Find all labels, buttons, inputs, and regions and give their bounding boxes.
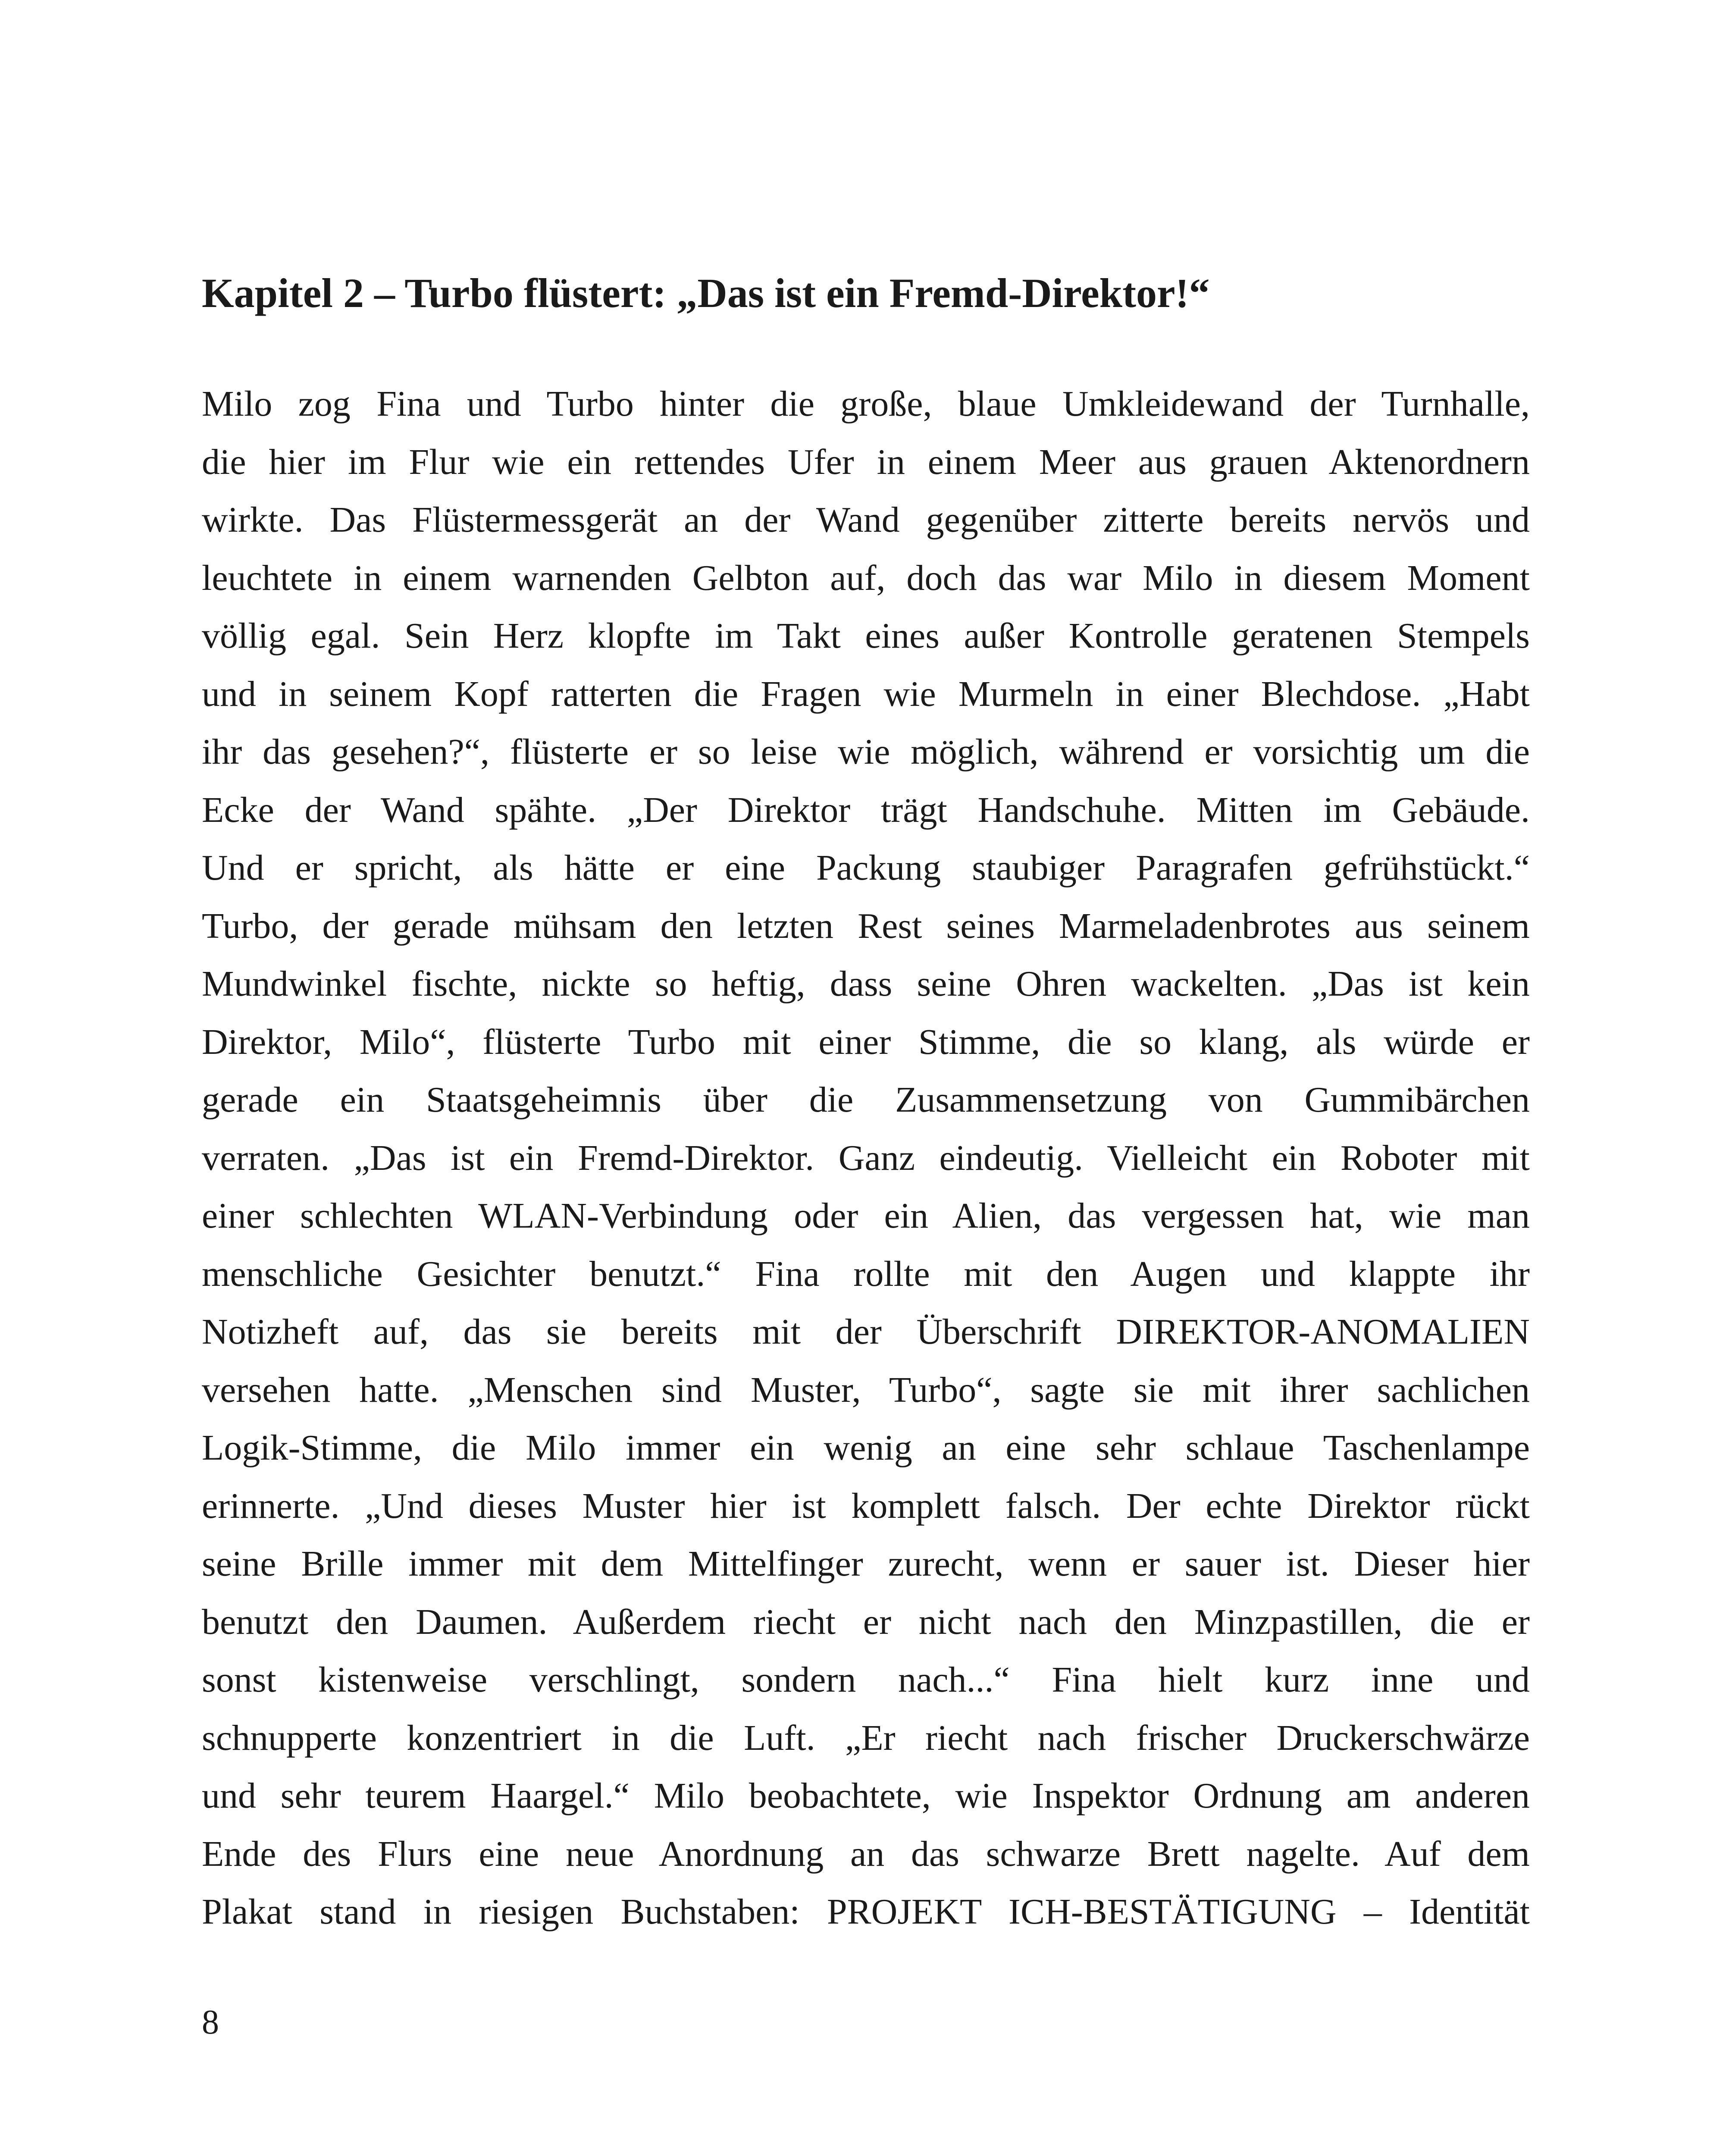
body-text [202, 375, 1530, 1941]
text-line: Notizheft auf, das sie bereits mit der Überschrift DIREKTOR-ANOMALIEN [202, 1312, 1530, 1352]
text-line: und in seinem Kopf ratterten die Fragen wie Murmeln in einer Blechdose. „Habt [202, 674, 1530, 714]
text-line: Mundwinkel fischte, nickte so heftig, dass seine Ohren wackelten. „Das ist kein [202, 964, 1530, 1004]
page-number: 8 [202, 2003, 219, 2041]
text-line: und sehr teurem Haargel.“ Milo beobachtete, wie Inspektor Ordnung am anderen [202, 1776, 1530, 1816]
text-line: Ecke der Wand spähte. „Der Direktor trägt Handschuhe. Mitten im Gebäude. [202, 790, 1530, 830]
text-line: seine Brille immer mit dem Mittelfinger zurecht, wenn er sauer ist. Dieser hier [202, 1544, 1530, 1584]
text-line: leuchtete in einem warnenden Gelbton auf, doch das war Milo in diesem Moment [202, 558, 1530, 598]
text-line: menschliche Gesichter benutzt.“ Fina rollte mit den Augen und klappte ihr [202, 1253, 1530, 1294]
text-line: einer schlechten WLAN-Verbindung oder ein Alien, das vergessen hat, wie man [202, 1196, 1530, 1236]
text-line: Logik-Stimme, die Milo immer ein wenig an eine sehr schlaue Taschenlampe [202, 1428, 1530, 1468]
text-line: schnupperte konzentriert in die Luft. „Er riecht nach frischer Druckerschwärze [202, 1717, 1530, 1758]
text-line: versehen hatte. „Menschen sind Muster, Turbo“, sagte sie mit ihrer sachlichen [202, 1369, 1530, 1410]
text-line: Turbo, der gerade mühsam den letzten Rest seines Marmeladenbrotes aus seinem [202, 906, 1530, 946]
text-line: ihr das gesehen?“, flüsterte er so leise wie möglich, während er vorsichtig um die [202, 732, 1530, 772]
text-line: Direktor, Milo“, flüsterte Turbo mit einer Stimme, die so klang, als würde er [202, 1022, 1530, 1062]
text-line: benutzt den Daumen. Außerdem riecht er nicht nach den Minzpastillen, die er [202, 1601, 1530, 1642]
text-line: Milo zog Fina und Turbo hinter die große, blaue Umkleidewand der Turnhalle, [202, 384, 1530, 424]
text-line: Und er spricht, als hätte er eine Packung staubiger Paragrafen gefrühstückt.“ [202, 848, 1530, 888]
text-line: gerade ein Staatsgeheimnis über die Zusammensetzung von Gummibärchen [202, 1080, 1530, 1120]
text-line: erinnerte. „Und dieses Muster hier ist komplett falsch. Der echte Direktor rückt [202, 1485, 1530, 1526]
text-line: verraten. „Das ist ein Fremd-Direktor. Ganz eindeutig. Vielleicht ein Roboter mit [202, 1138, 1530, 1178]
text-line: die hier im Flur wie ein rettendes Ufer in einem Meer aus grauen Aktenordnern [202, 442, 1530, 482]
text-line: wirkte. Das Flüstermessgerät an der Wand gegenüber zitterte bereits nervös und [202, 500, 1530, 540]
text-line: sonst kistenweise verschlingt, sondern nach...“ Fina hielt kurz inne und [202, 1660, 1530, 1700]
text-line: Ende des Flurs eine neue Anordnung an das schwarze Brett nagelte. Auf dem [202, 1833, 1530, 1874]
text-line: völlig egal. Sein Herz klopfte im Takt eines außer Kontrolle geratenen Stempels [202, 616, 1530, 656]
text-line: Plakat stand in riesigen Buchstaben: PROJEKT ICH-BESTÄTIGUNG – Identität [202, 1892, 1530, 1932]
chapter-title: Kapitel 2 – Turbo flüstert: „Das ist ein Fremd-Direktor!“ [202, 270, 1210, 316]
